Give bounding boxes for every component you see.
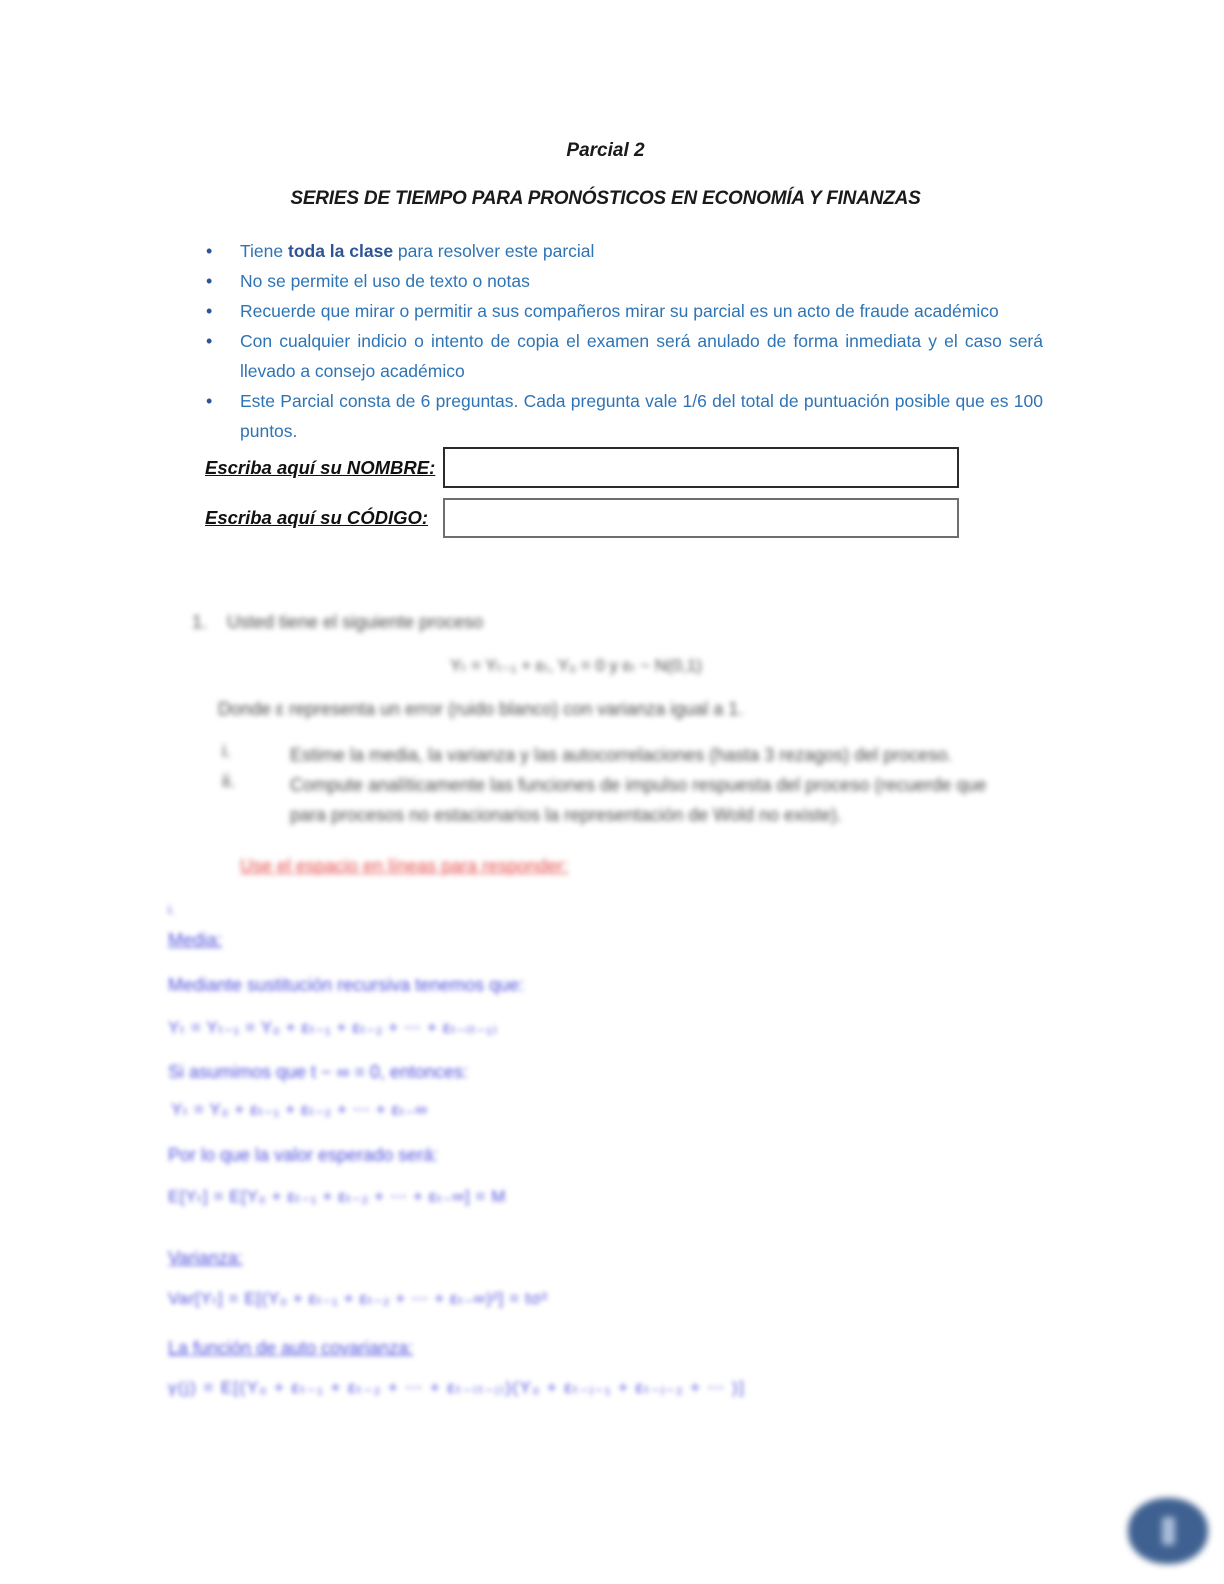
answer-formula-3: E[Yₜ] = E[Y₀ + εₜ₋₁ + εₜ₋₂ + ⋯ + εₜ₋∞] = M xyxy=(168,1187,507,1206)
question-1-subitem-i xyxy=(222,740,1020,770)
subitem-ii-label: ii. xyxy=(222,771,235,791)
question-1-note: Donde ε representa un error (ruido blanco) con varianza igual a 1. xyxy=(218,699,744,719)
badge-glyph xyxy=(1162,1517,1175,1545)
instruction-text-bold: toda la clase xyxy=(288,241,394,261)
instruction-text: Tiene xyxy=(240,241,288,261)
instruction-item-5: • Este Parcial consta de 6 preguntas. Cada pregunta vale 1/6 del total de puntuación posible que es 100 puntos. xyxy=(240,386,1043,446)
answer-line-1: Mediante sustitución recursiva tenemos que: xyxy=(168,975,525,995)
code-field-label: Escriba aquí su CÓDIGO: xyxy=(205,507,429,528)
instruction-item-3: • Recuerde que mirar o permitir a sus compañeros mirar su parcial es un acto de fraude académico xyxy=(240,296,1043,326)
name-field-label: Escriba aquí su NOMBRE: xyxy=(205,456,436,478)
answer-space-note: Use el espacio en líneas para responder: xyxy=(240,856,569,876)
answer-line-4: La función de auto covarianza: xyxy=(168,1338,414,1358)
instruction-item-1 xyxy=(240,236,1043,266)
page-subtitle: SERIES DE TIEMPO PARA PRONÓSTICOS EN ECONOMÍA Y FINANZAS xyxy=(290,188,921,209)
question-1-prompt: Usted tiene el siguiente proceso xyxy=(227,612,484,632)
answer-line-2: Si asumimos que t − ∞ = 0, entonces: xyxy=(168,1062,468,1082)
answer-line-3: Por lo que la valor esperado será: xyxy=(168,1145,439,1165)
blurred-logo-badge xyxy=(1128,1498,1208,1564)
question-1-number: 1. xyxy=(192,612,208,632)
subitem-i-text: Estime la media, la varianza y las autocorrelaciones (hasta 3 rezagos) del proceso. xyxy=(290,745,953,765)
code-field-row xyxy=(168,498,1043,538)
name-input[interactable] xyxy=(443,447,959,488)
page-title: Parcial 2 xyxy=(566,140,645,161)
instruction-text: para resolver este parcial xyxy=(393,241,595,261)
answer-varianza-heading: Varianza: xyxy=(168,1248,243,1268)
code-input[interactable] xyxy=(443,498,959,538)
answer-formula-2: Yₜ = Y₀ + εₜ₋₁ + εₜ₋₂ + ⋯ + εₜ₋∞ xyxy=(171,1100,428,1119)
subitem-ii-text: Compute analíticamente las funciones de impulso respuesta del proceso (recuerde que para procesos no estacionarios la representación de Wold no existe). xyxy=(290,775,987,825)
answer-media-heading: Media: xyxy=(168,930,223,950)
question-1-formula: Yₜ = Yₜ₋₁ + εₜ, Y₀ = 0 y εₜ ~ N(0,1) xyxy=(450,656,702,675)
question-1-subitem-ii xyxy=(222,770,1020,830)
name-field-row xyxy=(168,447,1043,488)
instructions-list xyxy=(168,236,1043,446)
answer-formula-4: Var[Yₜ] = E[(Y₀ + εₜ₋₁ + εₜ₋₂ + ⋯ + εₜ₋∞)²] = tσ² xyxy=(168,1289,548,1308)
instruction-item-2: • No se permite el uso de texto o notas xyxy=(240,266,1043,296)
question-1-number-line xyxy=(192,611,483,633)
answer-item-label: i. xyxy=(168,902,175,917)
answer-formula-5: γ(j) = E[(Y₀ + εₜ₋₁ + εₜ₋₂ + ⋯ + εₜ₋₍ₜ₋ⱼ₎)(Y₀ + εₜ₋ⱼ₋₁ + εₜ₋ⱼ₋₂ + ⋯ )] xyxy=(168,1378,746,1397)
instruction-item-4: • Con cualquier indicio o intento de copia el examen será anulado de forma inmediata y el caso será llevado a consejo académico xyxy=(240,326,1043,386)
answer-formula-1: Yₜ = Yₜ₋₁ = Y₀ + εₜ₋₁ + εₜ₋₂ + ⋯ + εₜ₋₍ₜ₋₁₎ xyxy=(168,1018,498,1037)
subitem-i-label: i. xyxy=(222,741,231,761)
